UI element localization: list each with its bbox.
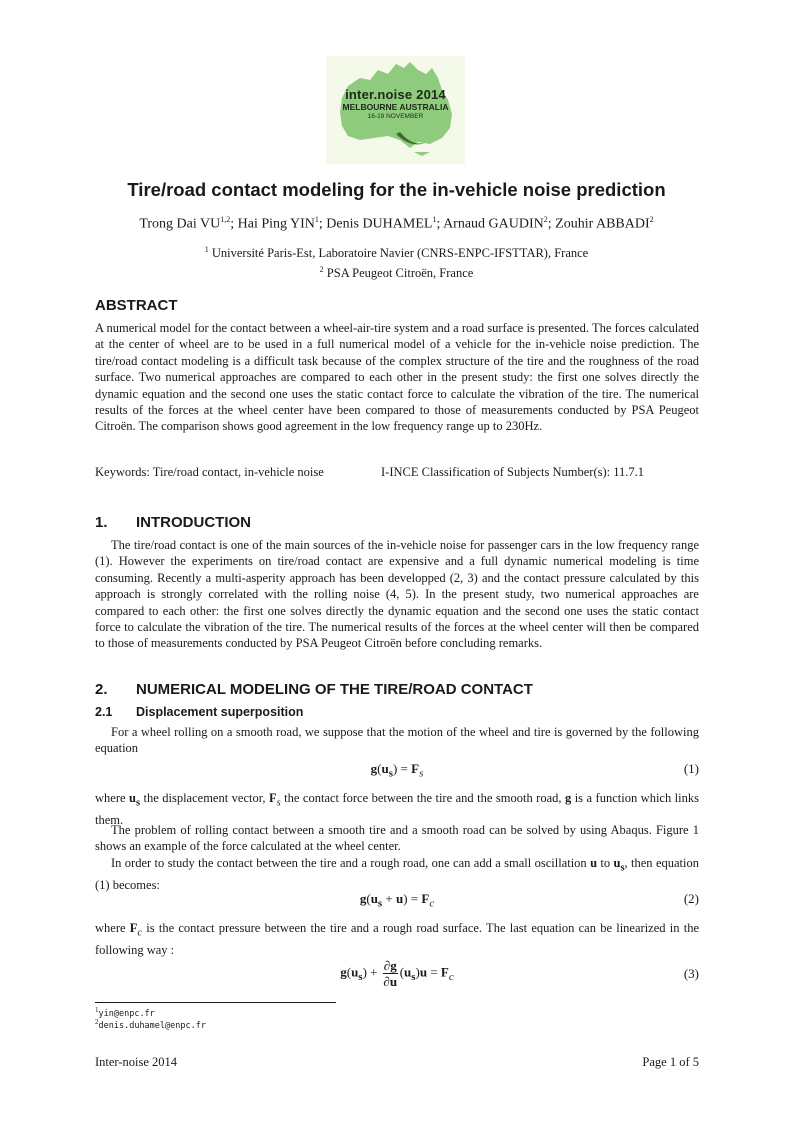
footnote-rule [95, 1002, 336, 1003]
section-number: 1. [95, 514, 108, 531]
author-affiliation-mark: 1,2 [220, 215, 231, 224]
equation-3: $g(u_s)$ + $\frac{\partial g}{\partial u}$ $(u_s)u = F_c$ (3) [340, 958, 699, 989]
text-run: to [597, 856, 614, 870]
footnote-email[interactable]: yin@enpc.fr [98, 1008, 155, 1019]
abstract-text: A numerical model for the contact between a wheel-air-tire system and a road surface is presented. The forces calculated at the center of wheel are to be used in a full numerical model of a vehicle for the in-vehicle noise prediction. The tire/road contact modeling is a difficult task because of the complex structure of the tire and the roughness of the road surface. Two numerical approaches are compared to each other in the present study: the first one solves directly the dynamic equation and the second one uses the static contact force to calculate the vibration of the tire. The numerical results of the forces at the wheel center have been compared to those of measurements conducted by PSA Peugeot Citroën. The comparison shows good agreement in the low frequency range up to 230Hz. [95, 321, 699, 434]
text-run: the displacement vector, [140, 791, 269, 805]
section-2-heading [95, 681, 533, 698]
equation-number: (1) [683, 761, 699, 776]
intro-paragraph: The tire/road contact is one of the main sources of the in-vehicle noise for passenger cars in the low frequency range (1). However the experiments on tire/road contact are expensive and a full dynamic numerical modeling is time consuming. Recently a multi-asperity approach has been developped (2, 3) and the contact pressure calculated by this approach is strongly correlated with the rolling noise (4, 5). In the present study, two numerical approaches are compared to each other: the first one solves directly the dynamic equation and the second one uses the static contact force to calculate the vibration of the tire. The numerical results of the forces at the wheel center will then be compared to those of measurements conducted by PSA Peugeot Citroën before concluding remarks. [95, 538, 699, 651]
affiliation-1 [0, 245, 793, 261]
footer-conference: Inter-noise 2014 [95, 1055, 178, 1069]
equation-number: (3) [683, 966, 699, 981]
text-run: In order to study the contact between the tire and a rough road, one can add a small oscillation [111, 856, 591, 870]
section-number: 2. [95, 681, 108, 698]
section-title: NUMERICAL MODELING OF THE TIRE/ROAD CONTACT [136, 681, 533, 698]
subsection-number: 2.1 [95, 705, 113, 719]
footnote-mark: 2 [95, 1018, 99, 1026]
abstract-heading: ABSTRACT [95, 297, 178, 314]
text-run: is the contact pressure between the tire and a rough road surface. The last equation can be linearized in the following way : [95, 921, 699, 957]
logo-line-3: 16-19 NOVEMBER [367, 113, 424, 120]
footnote-mark: 1 [95, 1006, 99, 1014]
equation-2: $g(u_s + u) = F_c$ (2) [359, 891, 699, 910]
paragraph-rough-road: In order to study the contact between the tire and a rough road, one can add a small oscillation u to $u_s$, then equation (1) becomes: [95, 856, 699, 892]
text-run: the contact force between the tire and the smooth road, [280, 791, 565, 805]
affiliation-mark: 2 [319, 265, 324, 274]
affiliation-2 [0, 265, 793, 281]
author-list: Trong Dai VU$^{1,2}$; Hai Ping YIN$^1$; Denis DUHAMEL$^1$; Arnaud GAUDIN$^2$; Zouhir ABBADI$^2$ [139, 215, 654, 232]
text-run: where [95, 791, 130, 805]
paragraph-definitions: where $u_s$ the displacement vector, $F_s$ the contact force between the tire and the smooth road, g is a function which links them. [95, 791, 699, 827]
author-name: Denis DUHAMEL [326, 216, 433, 232]
ince-classification: I-INCE Classification of Subjects Number(s): 11.7.1 [381, 465, 645, 479]
author-name: Trong Dai VU [139, 216, 221, 232]
paper-title: Tire/road contact modeling for the in-vehicle noise prediction [127, 179, 666, 200]
footnote-2 [95, 1018, 206, 1031]
keywords: Keywords: Tire/road contact, in-vehicle noise [95, 465, 324, 479]
section-1-heading [95, 514, 251, 531]
author-affiliation-mark: 1 [432, 215, 437, 224]
footnote-1 [95, 1006, 155, 1019]
equation-1: $g(u_s) = F_s$ (1) [370, 761, 699, 780]
author-affiliation-mark: 1 [314, 215, 319, 224]
text-run: is a function which links them. [95, 791, 699, 827]
subsection-title: Displacement superposition [136, 705, 304, 719]
author-affiliation-mark: 2 [649, 215, 654, 224]
affiliation-mark: 1 [204, 245, 209, 254]
text-run: , then equation (1) becomes: [95, 856, 699, 892]
paragraph-abaqus: The problem of rolling contact between a smooth tire and a smooth road can be solved by using Abaqus. Figure 1 shows an example of the force calculated at the wheel center. [95, 823, 699, 854]
paragraph-linearize: where $F_c$ is the contact pressure between the tire and a rough road surface. The last equation can be linearized in the following way : [95, 921, 699, 957]
author-name: Arnaud GAUDIN [443, 216, 544, 232]
author-affiliation-mark: 2 [543, 215, 548, 224]
affiliation-text: PSA Peugeot Citroën, France [326, 266, 474, 281]
conference-logo [326, 56, 465, 164]
footer-page-number: Page 1 of 5 [642, 1055, 699, 1069]
paragraph-rolling-smooth: For a wheel rolling on a smooth road, we suppose that the motion of the wheel and tire is governed by the following equation [95, 725, 699, 756]
logo-line-1: inter.noise 2014 [345, 87, 446, 102]
footnote-email[interactable]: denis.duhamel@enpc.fr [98, 1020, 206, 1031]
author-name: Hai Ping YIN [237, 216, 315, 232]
author-name: Zouhir ABBADI [555, 216, 650, 232]
logo-line-2: MELBOURNE AUSTRALIA [342, 102, 449, 112]
subsection-2-1-heading [95, 705, 303, 719]
text-run: where [95, 921, 130, 935]
equation-number: (2) [683, 891, 699, 906]
affiliation-text: Université Paris-Est, Laboratoire Navier (CNRS-ENPC-IFSTTAR), France [211, 246, 589, 261]
section-title: INTRODUCTION [136, 514, 251, 531]
